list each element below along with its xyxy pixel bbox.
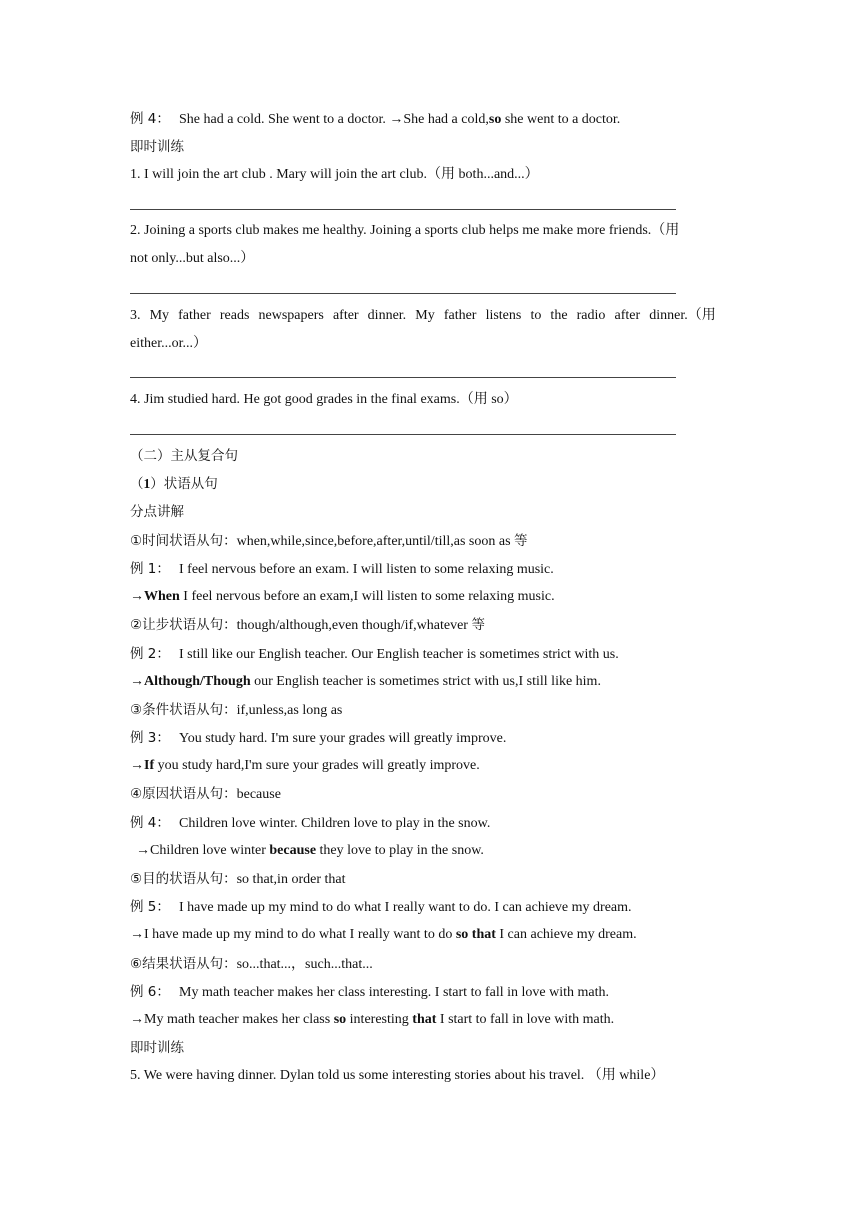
- answer-text: →I have made up my mind to do what I really want to do: [130, 927, 456, 942]
- example-3-answer: [130, 757, 480, 775]
- arrow: →: [130, 674, 144, 689]
- example-4b-answer: [136, 842, 484, 860]
- clause-type: ②让步状语从句：: [130, 617, 237, 633]
- example-label: 例 3：: [130, 730, 170, 746]
- example-text-tail: she went to a doctor.: [501, 112, 621, 127]
- example-1-answer: [130, 588, 555, 606]
- etc: 等: [514, 533, 528, 549]
- clause-type: ⑥结果状语从句：: [130, 956, 237, 972]
- concession-clause-heading: [130, 616, 485, 635]
- arrow: →: [130, 589, 144, 604]
- answer-line-2: [130, 293, 676, 294]
- answer-text: →My math teacher makes her class: [130, 1012, 334, 1027]
- example-label: 例 2：: [130, 646, 170, 662]
- keyword: because: [269, 843, 317, 858]
- example-5-answer: [130, 926, 637, 944]
- example-label: 例 1：: [130, 561, 170, 577]
- keyword: If: [144, 758, 155, 773]
- example-6-answer: [130, 1011, 614, 1029]
- subsection-number: 1: [143, 476, 151, 491]
- example-2-answer: [130, 673, 601, 691]
- conjunctions: when,while,since,before,after,until/till,as soon as: [236, 534, 515, 549]
- answer-line-4: [130, 434, 676, 435]
- subsection-heading: [130, 475, 218, 493]
- example-2-line: [130, 645, 619, 664]
- arrow: →: [130, 758, 144, 773]
- result-clause-heading: [130, 955, 373, 974]
- example-5-line: [130, 898, 632, 917]
- answer-text: →Children love winter: [136, 843, 270, 858]
- example-text: I have made up my mind to do what I really want to do. I can achieve my dream.: [179, 900, 632, 915]
- example-label: 例 4：: [130, 111, 170, 127]
- example-1-line: [130, 560, 554, 579]
- example-4b-line: [130, 814, 490, 833]
- clause-type: ①时间状语从句：: [130, 533, 237, 549]
- question-2-line-1: 2. Joining a sports club makes me healthy. Joining a sports club helps me make more friends.（用: [130, 223, 680, 238]
- answer-text-tail: I can achieve my dream.: [495, 927, 637, 942]
- condition-clause-heading: [130, 701, 342, 720]
- keyword-so: so: [333, 1012, 347, 1027]
- explain-heading: 分点讲解: [130, 504, 184, 520]
- example-text: My math teacher makes her class interesting. I start to fall in love with math.: [179, 985, 609, 1000]
- conjunctions: if,unless,as long as: [236, 703, 343, 718]
- keyword: Although/Though: [144, 674, 251, 689]
- keyword: When: [144, 589, 180, 604]
- conjunctions: because: [236, 787, 281, 802]
- clause-type: ④原因状语从句：: [130, 786, 237, 802]
- answer-text: I feel nervous before an exam,I will listen to some relaxing music.: [179, 589, 555, 604]
- question-2-line-2: not only...but also...）: [130, 251, 255, 266]
- conjunctions: so that,in order that: [236, 872, 346, 887]
- example-label: 例 6：: [130, 984, 170, 1000]
- question-3-line-2: either...or...）: [130, 336, 207, 351]
- clause-type: ⑤目的状语从句：: [130, 871, 237, 887]
- example-label: 例 5：: [130, 899, 170, 915]
- question-5: 5. We were having dinner. Dylan told us some interesting stories about his travel. （用 while）: [130, 1068, 665, 1083]
- practice-heading: 即时训练: [130, 139, 184, 155]
- example-text: I feel nervous before an exam. I will listen to some relaxing music.: [179, 562, 554, 577]
- conjunctions: though/although,even though/if,whatever: [236, 618, 472, 633]
- example-text: I still like our English teacher. Our English teacher is sometimes strict with us.: [179, 647, 619, 662]
- conjunctions: so...that...，such...that...: [236, 957, 373, 972]
- answer-line-3: [130, 377, 676, 378]
- example-6-line: [130, 983, 609, 1002]
- subsection-title: ）状语从句: [150, 476, 218, 492]
- answer-line-1: [130, 209, 676, 210]
- example-label: 例 4：: [130, 815, 170, 831]
- question-4: 4. Jim studied hard. He got good grades in the final exams.（用 so）: [130, 392, 518, 407]
- practice-heading-2: 即时训练: [130, 1040, 184, 1056]
- answer-text: our English teacher is sometimes strict with us,I still like him.: [250, 674, 601, 689]
- reason-clause-heading: [130, 785, 281, 804]
- keyword: so that: [455, 927, 496, 942]
- paren-open: （: [130, 476, 144, 492]
- example-text: Children love winter. Children love to play in the snow.: [179, 816, 491, 831]
- example-text: You study hard. I'm sure your grades will greatly improve.: [179, 731, 507, 746]
- clause-type: ③条件状语从句：: [130, 702, 237, 718]
- question-3-line-1: 3. My father reads newspapers after dinner. My father listens to the radio after dinner.（用: [130, 308, 716, 323]
- keyword-that: that: [412, 1012, 437, 1027]
- keyword: so: [488, 112, 502, 127]
- example-3-line: [130, 729, 506, 748]
- etc: 等: [471, 617, 485, 633]
- answer-text-mid: interesting: [346, 1012, 413, 1027]
- time-clause-heading: [130, 532, 528, 551]
- example-text: She had a cold. She went to a doctor. →She had a cold,: [179, 112, 489, 127]
- answer-text-tail: they love to play in the snow.: [316, 843, 484, 858]
- example-4-line: [130, 110, 620, 129]
- answer-text: you study hard,I'm sure your grades will greatly improve.: [154, 758, 480, 773]
- answer-text-tail: I start to fall in love with math.: [436, 1012, 615, 1027]
- section-heading: （二）主从复合句: [130, 448, 238, 464]
- purpose-clause-heading: [130, 870, 345, 889]
- question-1: 1. I will join the art club . Mary will join the art club.（用 both...and...）: [130, 167, 539, 182]
